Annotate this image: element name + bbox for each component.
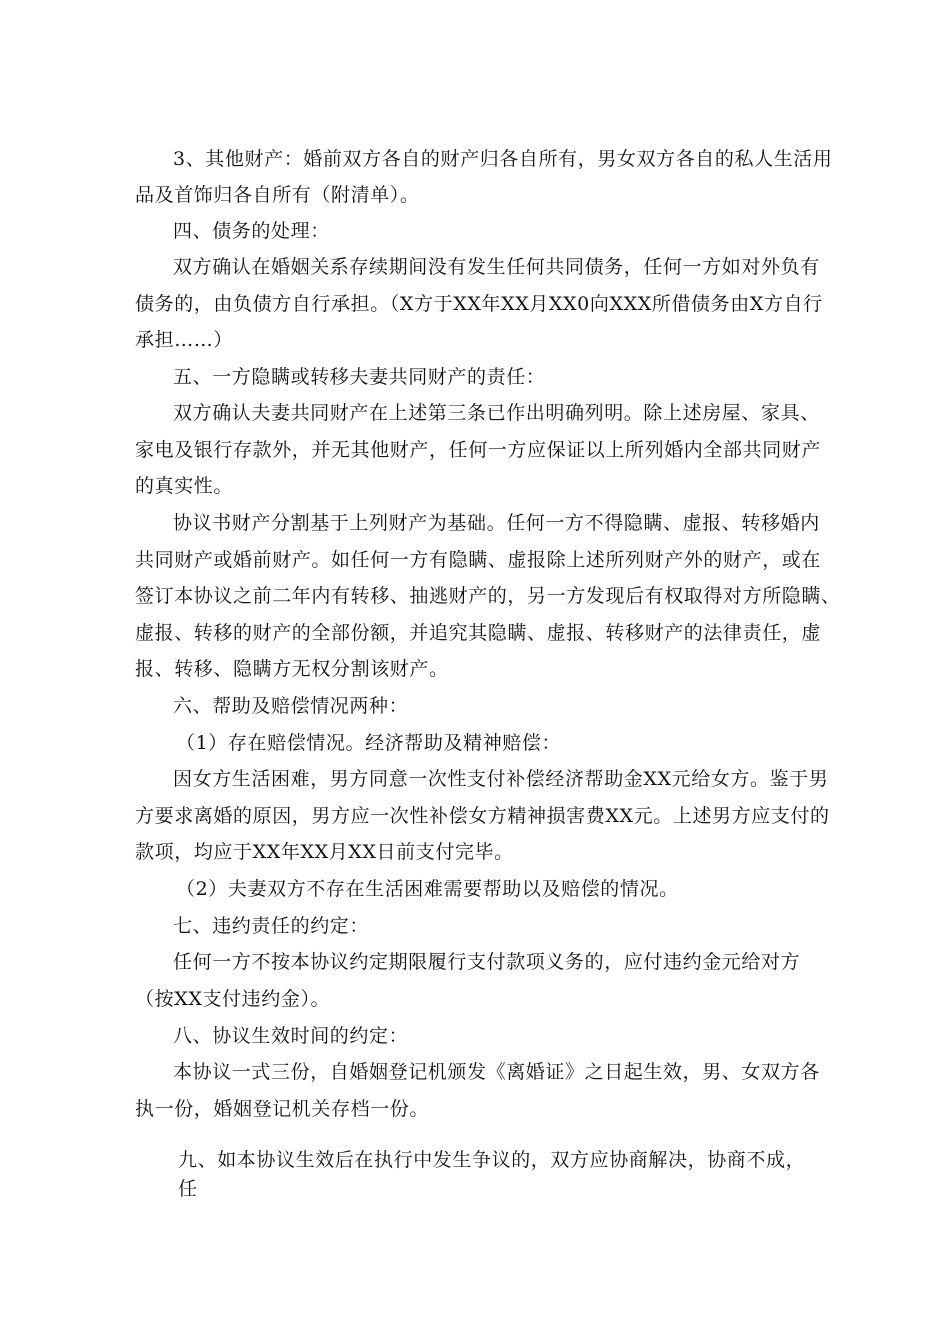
text-line: 承担……） [135, 329, 234, 351]
subsection-heading: （1）存在赔偿情况。经济帮助及精神赔偿： [176, 732, 562, 754]
text-line: 的真实性。 [135, 475, 234, 497]
text-line: 款项，均应于XX年XX月XX日前支付完毕。 [135, 841, 514, 863]
text-line: 双方确认夫妻共同财产在上述第三条已作出明确列明。除上述房屋、家具、 [173, 402, 820, 424]
text-line: 签订本协议之前二年内有转移、抽逃财产的，另一方发现后有权取得对方所隐瞒、 [135, 585, 841, 607]
section-heading: 六、帮助及赔偿情况两种： [173, 695, 409, 717]
section-heading: 八、协议生效时间的约定： [173, 1025, 409, 1047]
text-line: 双方确认在婚姻关系存续期间没有发生任何共同债务，任何一方如对外负有 [173, 256, 820, 278]
text-line: 3、其他财产：婚前双方各自的财产归各自所有，男女双方各自的私人生活用 [173, 148, 833, 170]
text-line: 任 [178, 1178, 198, 1200]
text-line: 虚报、转移的财产的全部份额，并追究其隐瞒、虚报、转移财产的法律责任，虚 [135, 622, 822, 644]
text-line: （按XX支付违约金）。 [135, 988, 331, 1010]
text-line: 品及首饰归各自所有（附清单）。 [135, 184, 420, 206]
section-heading: 九、如本协议生效后在执行中发生争议的，双方应协商解决，协商不成， [178, 1149, 806, 1171]
text-line: 执一份，婚姻登记机关存档一份。 [135, 1098, 430, 1120]
section-heading: 七、违约责任的约定： [173, 915, 370, 937]
text-line: 因女方生活困难，男方同意一次性支付补偿经济帮助金XX元给女方。鉴于男 [173, 768, 829, 790]
text-line: 报、转移、隐瞒方无权分割该财产。 [135, 658, 449, 680]
text-line: 任何一方不按本协议约定期限履行支付款项义务的，应付违约金元给对方 [173, 951, 801, 973]
text-line: 债务的，由负债方自行承担。（X方于XX年XX月XX0向XXX所借债务由X方自行 [135, 293, 823, 315]
text-line: 方要求离婚的原因，男方应一次性补偿女方精神损害费XX元。上述男方应支付的 [135, 805, 830, 827]
text-line: 共同财产或婚前财产。如任何一方有隐瞒、虚报除上述所列财产外的财产，或在 [135, 549, 822, 571]
text-line: 本协议一式三份，自婚姻登记机颁发《离婚证》之日起生效，男、女双方各 [173, 1061, 820, 1083]
section-heading: 五、一方隐瞒或转移夫妻共同财产的责任： [173, 366, 546, 388]
section-heading: 四、债务的处理： [173, 220, 330, 242]
text-line: 协议书财产分割基于上列财产为基础。任何一方不得隐瞒、虚报、转移婚内 [173, 512, 820, 534]
text-line: 家电及银行存款外，并无其他财产，任何一方应保证以上所列婚内全部共同财产 [135, 439, 822, 461]
subsection-heading: （2）夫妻双方不存在生活困难需要帮助以及赔偿的情况。 [176, 878, 679, 900]
